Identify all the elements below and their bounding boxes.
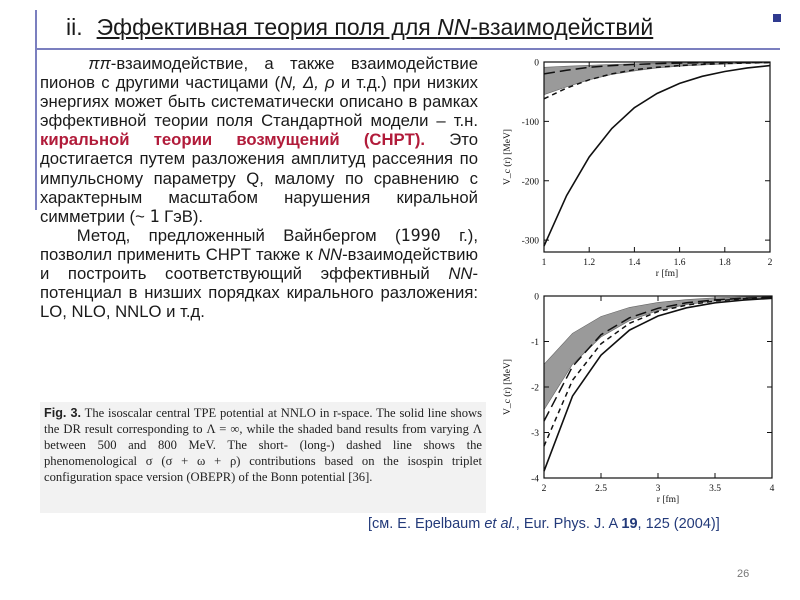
page-number: 26 [737, 568, 750, 580]
citation-volume: 19 [621, 516, 638, 532]
y-tick-label: -1 [531, 338, 539, 348]
title-text-nn: NN [437, 14, 471, 40]
p1-s2: -взаимодействие, а также взаимодействие пионов с другими частицами ( [40, 54, 478, 93]
x-tick-label: 4 [769, 484, 775, 494]
x-tick-label: 2.5 [595, 484, 607, 494]
p1-pipi: ππ [88, 54, 111, 73]
chart-series-solid [544, 298, 772, 471]
slide-vertical-rule [35, 10, 37, 210]
x-tick-label: 2 [767, 258, 773, 268]
citation-prefix: [см. E. Epelbaum [368, 516, 485, 532]
chart-top [492, 54, 782, 290]
p1-particles: N, Δ, ρ [280, 73, 335, 93]
paragraph-1 [40, 54, 478, 226]
y-axis-label: V_c (r) [MeV] [503, 359, 513, 415]
slide-title [66, 14, 653, 41]
x-tick-label: 1.8 [718, 258, 731, 268]
p1-s4: и т.д.) при низких энергиях может быть систематически описано в рамках эффективной теории поля Стандартной модели – т.н. [40, 73, 478, 131]
citation-etal: et al. [484, 516, 516, 532]
slide-corner-square [773, 14, 781, 22]
x-tick-label: 3 [655, 484, 661, 494]
x-tick-label: 1 [541, 258, 547, 268]
y-tick-label: -200 [521, 177, 539, 188]
y-tick-label: 0 [534, 58, 539, 69]
title-number: ii. [66, 14, 83, 40]
p2-year: 1990 [400, 224, 441, 245]
chart-frame [544, 62, 770, 252]
x-tick-label: 3.5 [709, 484, 721, 494]
y-axis-label: V_c (r) [MeV] [503, 129, 513, 185]
p1-one: 1 [149, 205, 160, 226]
p2-s7: -потенциал в низших порядках кирального разложения: LO, NLO, NNLO и т.д. [40, 264, 478, 322]
x-tick-label: 1.6 [673, 258, 686, 268]
y-tick-label: -3 [531, 429, 539, 439]
caption-fig-label: Fig. 3. [44, 406, 82, 420]
paragraph-2 [40, 226, 478, 321]
title-text-a: Эффективная теория поля для [96, 14, 438, 40]
y-tick-label: -2 [531, 383, 539, 394]
p2-nn-2: NN [448, 264, 473, 284]
chart-series-short-dash [544, 298, 772, 447]
p1-s8: ГэВ). [159, 206, 204, 226]
chart-bottom [492, 286, 782, 510]
y-tick-label: -300 [521, 236, 539, 247]
x-axis-label: r [fm] [655, 269, 679, 279]
p1-s6: Это достигается путем разложения амплитуд рассеяния по импульсному параметру Q, малому по сравнению с характерным масштабом нарушения киральной симметрии (~ [40, 130, 478, 226]
citation-journal: , Eur. Phys. J. A [515, 516, 622, 532]
y-tick-label: -100 [521, 117, 539, 128]
x-tick-label: 2 [541, 484, 547, 494]
slide-body [40, 54, 478, 321]
chart-series-solid [544, 66, 770, 247]
x-tick-label: 1.2 [583, 258, 596, 268]
y-tick-label: 0 [534, 292, 539, 303]
p2-nn-1: NN [317, 244, 343, 264]
p2-s3: г.), позволил применить CHPT также к [40, 225, 478, 264]
citation [368, 516, 720, 532]
title-text-c: -взаимодействий [470, 14, 654, 40]
caption-text: The isoscalar central TPE potential at NNLO in r-space. The solid line shows the DR result corresponding to Λ = ∞, while the shaded band results from varying Λ between 500 and 800 MeV. The short- (long-) dashed line shows the phenomenological σ (σ + ω + ρ) contributions based on the isospin triplet configuration space version (OBEPR) of the Bonn potential [36]. [44, 406, 482, 484]
citation-pages: , 125 (2004)] [637, 516, 720, 532]
p2-s1: Метод, предложенный Вайнбергом ( [76, 225, 401, 245]
p2-s5: -взаимодействию и построить соответствующий эффективный [40, 244, 478, 284]
p1-chpt-term: киральной теории возмущений (CHPT). [40, 130, 426, 150]
slide-title-rule [35, 48, 780, 50]
y-tick-label: -4 [531, 474, 539, 485]
x-axis-label: r [fm] [656, 495, 680, 505]
figure-caption [40, 402, 486, 513]
x-tick-label: 1.4 [628, 258, 641, 268]
chart-band-lambda [544, 297, 772, 410]
title-text [97, 14, 654, 40]
